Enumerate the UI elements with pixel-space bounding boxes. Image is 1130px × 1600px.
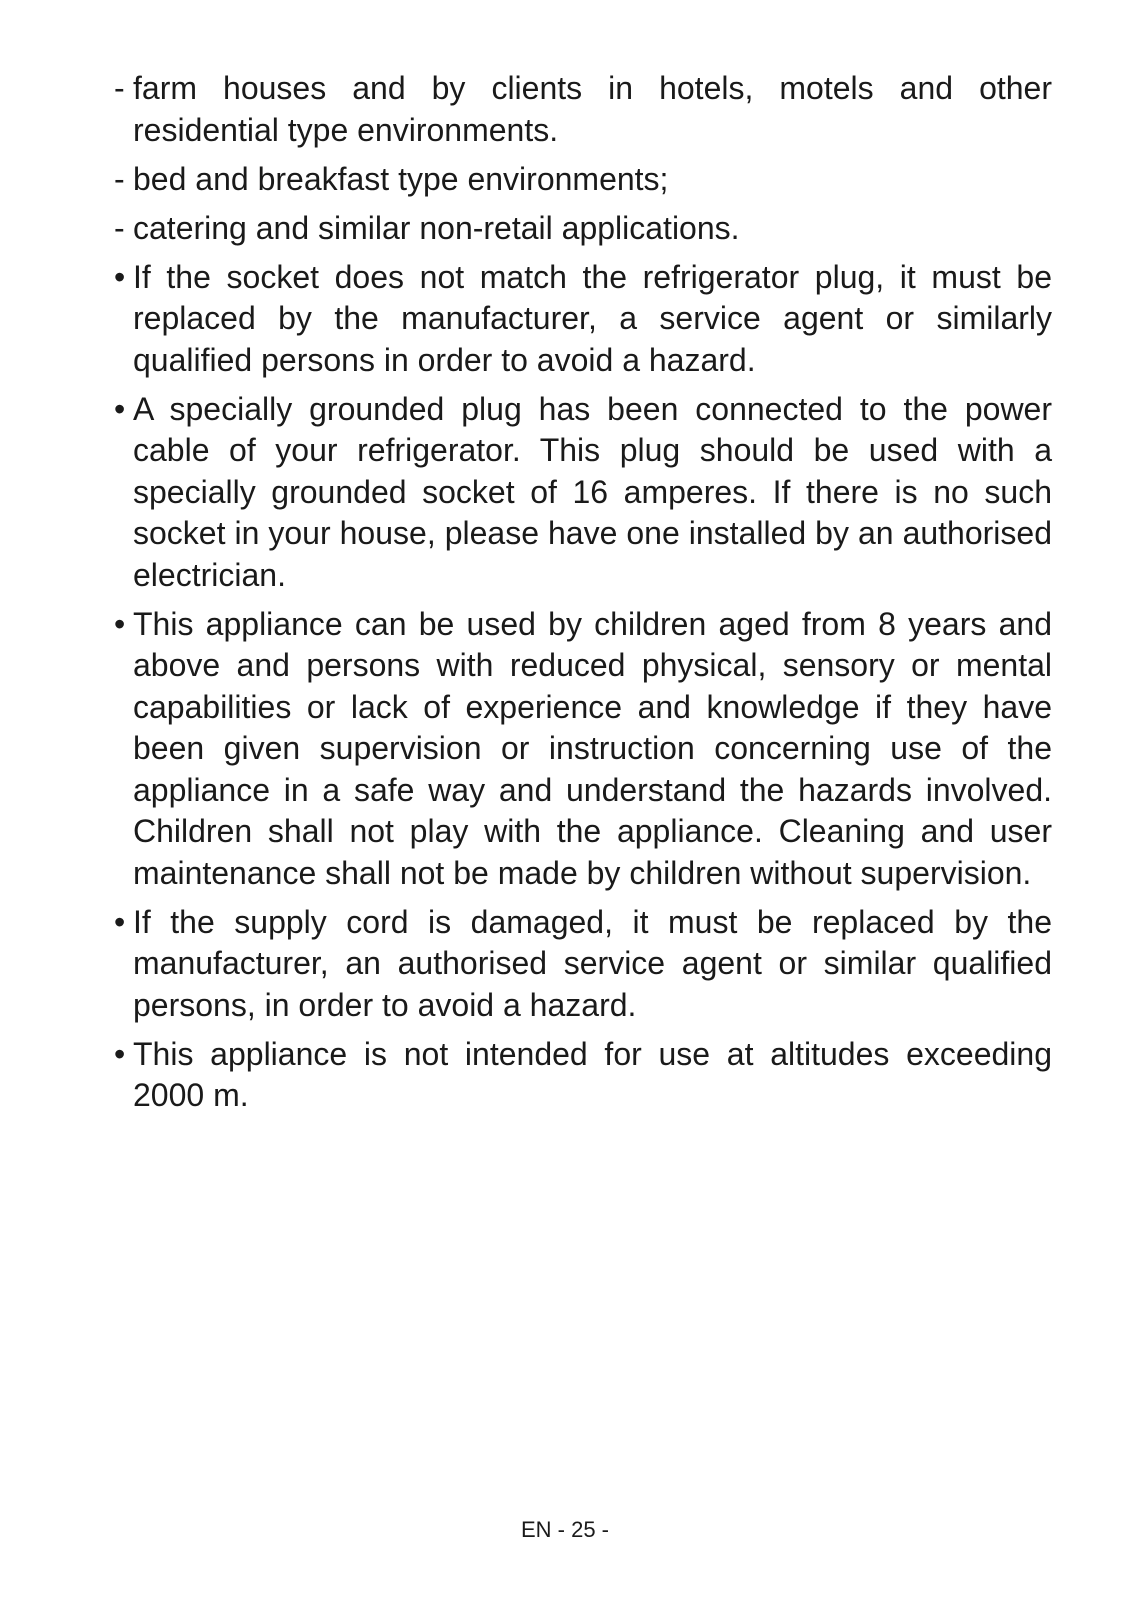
bullet-marker: • bbox=[114, 390, 126, 427]
dash-marker: - bbox=[114, 160, 125, 197]
list-item-text: farm houses and by clients in hotels, motels and other residential type environments. bbox=[133, 70, 1052, 148]
list-item-text: bed and breakfast type environments; bbox=[133, 160, 669, 197]
dash-marker: - bbox=[114, 70, 125, 106]
list-item bbox=[114, 902, 1052, 1027]
list-item bbox=[114, 68, 1052, 151]
list-item bbox=[114, 1034, 1052, 1117]
bullet-marker: • bbox=[114, 258, 126, 295]
list-item-text: This appliance is not intended for use at altitudes exceeding 2000 m. bbox=[133, 1035, 1052, 1113]
page-number: EN - 25 - bbox=[520, 1517, 610, 1542]
list-item bbox=[114, 389, 1052, 597]
list-item-text: If the supply cord is damaged, it must be replaced by the manufacturer, an authorised service agent or similar qualified persons, in order to avoid a hazard. bbox=[133, 903, 1052, 1023]
bullet-marker: • bbox=[114, 1035, 126, 1072]
dash-marker: - bbox=[114, 209, 125, 246]
list-item bbox=[114, 604, 1052, 895]
list-item-text: catering and similar non-retail applications. bbox=[133, 209, 740, 246]
list-item bbox=[114, 159, 1052, 201]
list-item bbox=[114, 208, 1052, 250]
list-item bbox=[114, 257, 1052, 382]
document-body bbox=[114, 68, 1052, 1124]
bullet-marker: • bbox=[114, 903, 126, 940]
list-item-text: This appliance can be used by children aged from 8 years and above and persons with reduced physical, sensory or mental capabilities or lack of experience and knowledge if they have been given supervision or instruction concerning use of the appliance in a safe way and understand the hazards involved. Children shall not play with the appliance. Cleaning and user maintenance shall not be made by children without supervision. bbox=[133, 605, 1052, 891]
list-item-text: If the socket does not match the refrigerator plug, it must be replaced by the manufacturer, a service agent or similarly qualified persons in order to avoid a hazard. bbox=[133, 258, 1052, 378]
bullet-marker: • bbox=[114, 605, 126, 642]
list-item-text: A specially grounded plug has been connected to the power cable of your refrigerator. This plug should be used with a specially grounded socket of 16 amperes. If there is no such socket in your house, please have one installed by an authorised electrician. bbox=[133, 390, 1052, 593]
